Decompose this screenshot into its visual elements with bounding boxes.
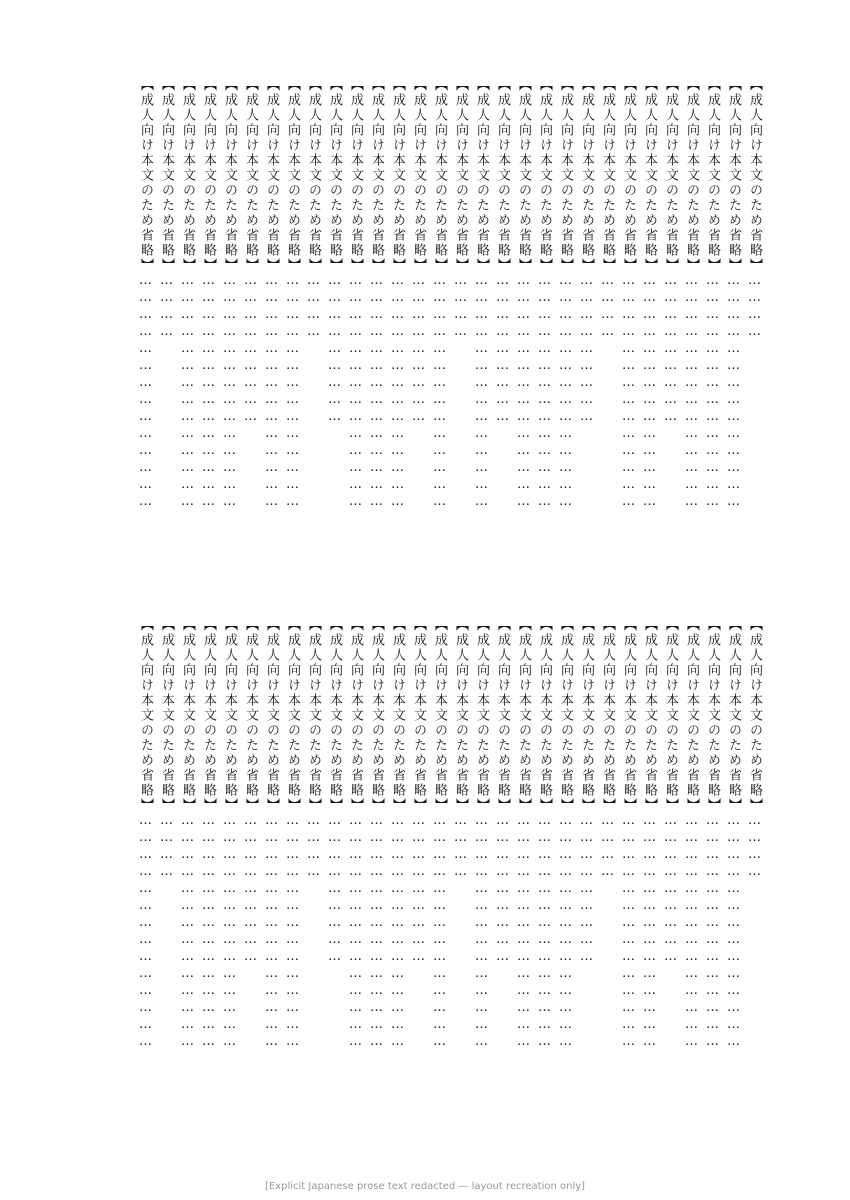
text-column: 【成人向け本文のため省略】……………………………………	[201, 618, 216, 1051]
text-column: 【成人向け本文のため省略】………………………	[579, 618, 594, 966]
text-column: 【成人向け本文のため省略】……………………………………	[432, 78, 447, 511]
text-column: 【成人向け本文のため省略】………………………	[243, 618, 258, 966]
text-column: 【成人向け本文のため省略】……………………………………	[180, 618, 195, 1051]
text-column: 【成人向け本文のため省略】………………………	[495, 78, 510, 426]
text-column: 【成人向け本文のため省略】……………………………………	[726, 78, 741, 511]
text-column: 【成人向け本文のため省略】…………	[600, 618, 615, 881]
text-column: 【成人向け本文のため省略】………………………	[327, 618, 342, 966]
text-column: 【成人向け本文のため省略】……………………………………	[222, 78, 237, 511]
text-column: 【成人向け本文のため省略】………………………	[411, 78, 426, 426]
text-column: 【成人向け本文のため省略】…………	[747, 618, 762, 881]
text-column: 【成人向け本文のため省略】…………	[159, 618, 174, 881]
redaction-note: [Explicit Japanese prose text redacted — layout recreation only]	[264, 1181, 586, 1192]
text-column: 【成人向け本文のため省略】…………	[453, 78, 468, 341]
text-column: 【成人向け本文のため省略】……………………………………	[558, 618, 573, 1051]
text-column: 【成人向け本文のため省略】……………………………………	[264, 78, 279, 511]
text-column: 【成人向け本文のため省略】……………………………………	[180, 78, 195, 511]
text-column: 【成人向け本文のため省略】……………………………………	[369, 618, 384, 1051]
text-column: 【成人向け本文のため省略】……………………………………	[621, 618, 636, 1051]
text-column: 【成人向け本文のため省略】……………………………………	[537, 78, 552, 511]
text-column: 【成人向け本文のため省略】……………………………………	[222, 618, 237, 1051]
text-column: 【成人向け本文のため省略】……………………………………	[432, 618, 447, 1051]
text-column: 【成人向け本文のため省略】………………………	[663, 78, 678, 426]
text-column: 【成人向け本文のため省略】……………………………………	[642, 618, 657, 1051]
text-block-bottom	[85, 618, 765, 1158]
text-column: 【成人向け本文のため省略】……………………………………	[138, 618, 153, 1051]
text-column: 【成人向け本文のため省略】…………	[747, 78, 762, 341]
text-column: 【成人向け本文のため省略】…………	[306, 618, 321, 881]
text-column: 【成人向け本文のため省略】……………………………………	[705, 78, 720, 511]
text-column: 【成人向け本文のため省略】………………………	[327, 78, 342, 426]
text-column: 【成人向け本文のため省略】……………………………………	[474, 618, 489, 1051]
text-column: 【成人向け本文のため省略】……………………………………	[390, 618, 405, 1051]
text-column: 【成人向け本文のため省略】……………………………………	[516, 78, 531, 511]
text-block-top	[85, 78, 765, 583]
text-column: 【成人向け本文のため省略】……………………………………	[390, 78, 405, 511]
text-column: 【成人向け本文のため省略】……………………………………	[348, 78, 363, 511]
text-column: 【成人向け本文のため省略】……………………………………	[369, 78, 384, 511]
text-column: 【成人向け本文のため省略】……………………………………	[621, 78, 636, 511]
text-column: 【成人向け本文のため省略】……………………………………	[537, 618, 552, 1051]
text-column: 【成人向け本文のため省略】………………………	[243, 78, 258, 426]
text-column: 【成人向け本文のため省略】……………………………………	[138, 78, 153, 511]
text-column: 【成人向け本文のため省略】……………………………………	[474, 78, 489, 511]
text-column: 【成人向け本文のため省略】…………	[453, 618, 468, 881]
text-column: 【成人向け本文のため省略】………………………	[495, 618, 510, 966]
text-column: 【成人向け本文のため省略】…………	[159, 78, 174, 341]
text-column: 【成人向け本文のため省略】……………………………………	[642, 78, 657, 511]
text-column: 【成人向け本文のため省略】………………………	[411, 618, 426, 966]
text-column: 【成人向け本文のため省略】……………………………………	[705, 618, 720, 1051]
text-column: 【成人向け本文のため省略】……………………………………	[285, 78, 300, 511]
text-column: 【成人向け本文のため省略】………………………	[579, 78, 594, 426]
text-column: 【成人向け本文のため省略】……………………………………	[726, 618, 741, 1051]
text-column: 【成人向け本文のため省略】………………………	[663, 618, 678, 966]
text-column: 【成人向け本文のため省略】……………………………………	[516, 618, 531, 1051]
text-column: 【成人向け本文のため省略】…………	[306, 78, 321, 341]
text-column: 【成人向け本文のため省略】……………………………………	[264, 618, 279, 1051]
text-column: 【成人向け本文のため省略】…………	[600, 78, 615, 341]
text-column: 【成人向け本文のため省略】……………………………………	[348, 618, 363, 1051]
text-column: 【成人向け本文のため省略】……………………………………	[684, 78, 699, 511]
text-column: 【成人向け本文のため省略】……………………………………	[201, 78, 216, 511]
text-column: 【成人向け本文のため省略】……………………………………	[558, 78, 573, 511]
text-column: 【成人向け本文のため省略】……………………………………	[684, 618, 699, 1051]
text-column: 【成人向け本文のため省略】……………………………………	[285, 618, 300, 1051]
